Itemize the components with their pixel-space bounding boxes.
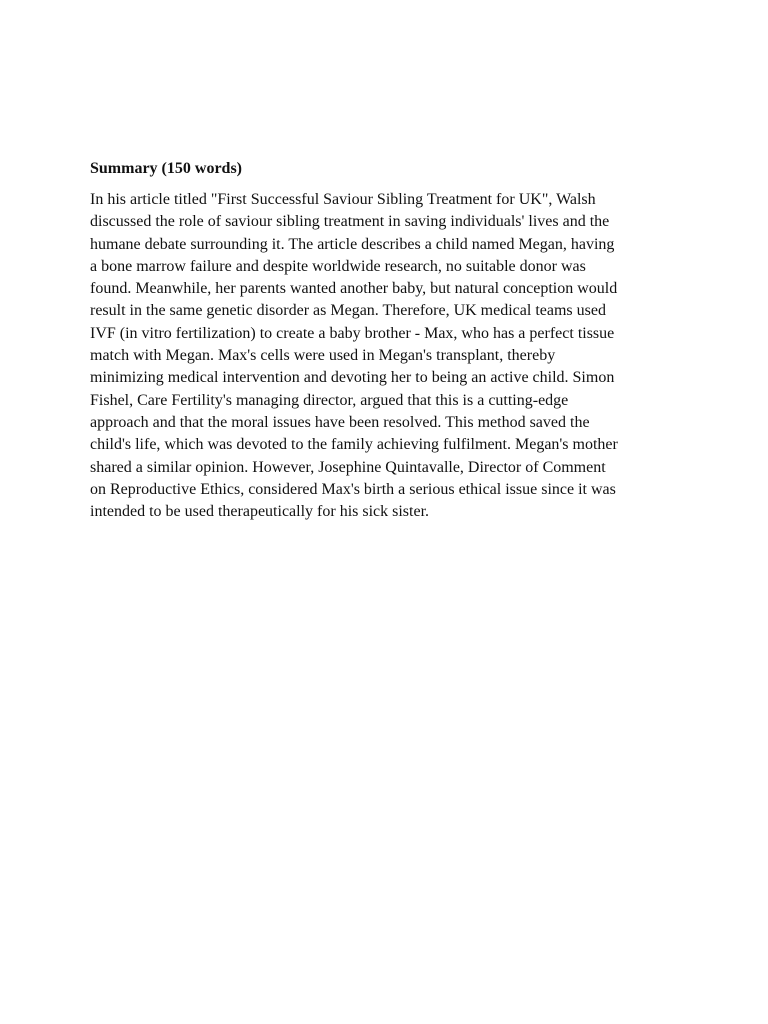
paragraph-line: In his article titled "First Successful Saviour Sibling Treatment for UK", Walsh bbox=[90, 191, 596, 208]
paragraph-line: discussed the role of saviour sibling treatment in saving individuals' lives and the bbox=[90, 213, 610, 231]
paragraph-line: humane debate surrounding it. The article describes a child named Megan, having bbox=[90, 235, 615, 253]
paragraph-line: result in the same genetic disorder as Megan. Therefore, UK medical teams used bbox=[90, 302, 606, 320]
paragraph-line: shared a similar opinion. However, Josephine Quintavalle, Director of Comment bbox=[90, 458, 606, 476]
paragraph-line: found. Meanwhile, her parents wanted another baby, but natural conception would bbox=[90, 280, 618, 298]
paragraph-line: Fishel, Care Fertility's managing director, argued that this is a cutting-edge bbox=[90, 391, 569, 409]
paragraph-line: minimizing medical intervention and devoting her to being an active child. Simon bbox=[90, 369, 615, 387]
document-content bbox=[90, 158, 676, 523]
paragraph-line: intended to be used therapeutically for his sick sister. bbox=[90, 503, 430, 521]
summary-paragraph bbox=[90, 189, 676, 523]
paragraph-line: on Reproductive Ethics, considered Max's birth a serious ethical issue since it was bbox=[90, 480, 616, 498]
paragraph-line: IVF (in vitro fertilization) to create a baby brother - Max, who has a perfect tissue bbox=[90, 324, 615, 342]
paragraph-line: child's life, which was devoted to the family achieving fulfilment. Megan's mother bbox=[90, 436, 618, 454]
section-heading: Summary (150 words) bbox=[90, 160, 242, 177]
paragraph-line: a bone marrow failure and despite worldwide research, no suitable donor was bbox=[90, 257, 586, 275]
paragraph-line: approach and that the moral issues have been resolved. This method saved the bbox=[90, 413, 590, 431]
paragraph-line: match with Megan. Max's cells were used in Megan's transplant, thereby bbox=[90, 347, 556, 365]
